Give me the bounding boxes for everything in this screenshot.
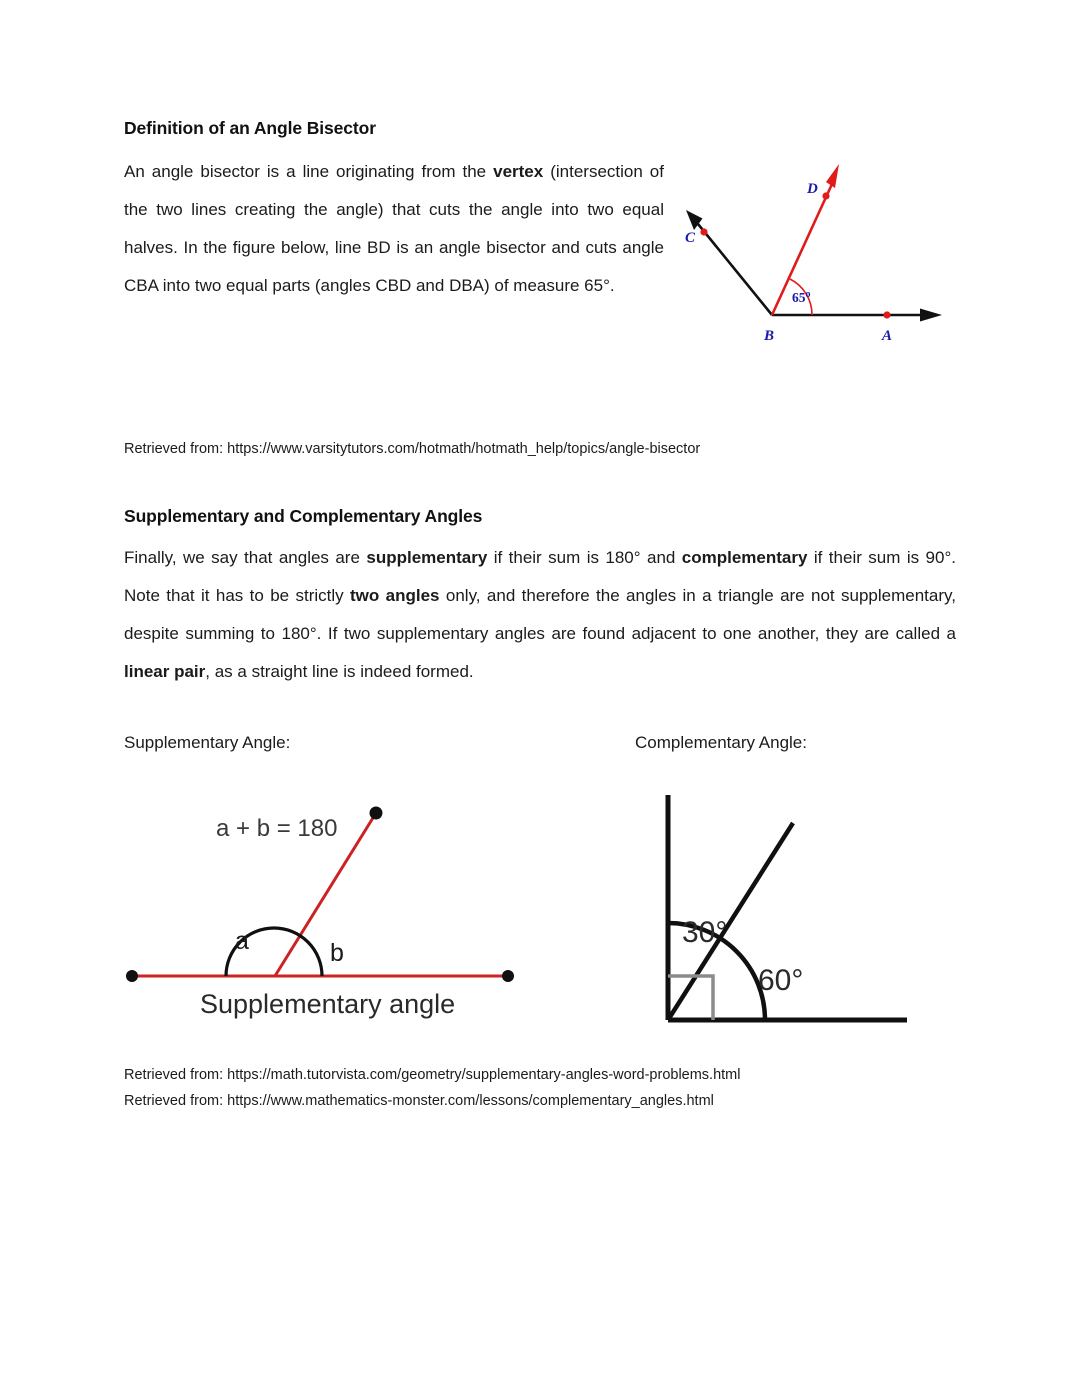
endpoint-dot-left bbox=[126, 970, 138, 982]
supplementary-complementary-paragraph bbox=[124, 539, 956, 691]
plain-text: if their sum is 180° and bbox=[487, 548, 682, 567]
plain-text: An angle bisector is a line originating from the bbox=[124, 162, 494, 181]
endpoint-dot-right bbox=[502, 970, 514, 982]
label-B: B bbox=[764, 328, 775, 344]
plain-text: , as a straight line is indeed formed. bbox=[205, 662, 474, 681]
emphasis-text: linear pair bbox=[124, 662, 206, 681]
emphasis-text: supplementary bbox=[366, 548, 488, 567]
figure-captions-row bbox=[124, 733, 984, 759]
plain-text: if their sum is 90°. Note that it has to be strictly bbox=[124, 548, 956, 605]
ray-BA bbox=[772, 309, 942, 322]
section-heading-supplementary: Supplementary and Complementary Angles bbox=[124, 506, 483, 526]
label-angle-65: 65$^o$ bbox=[792, 289, 811, 305]
supplementary-equation: a + b = 180 bbox=[216, 815, 338, 842]
angle-label-60: 60° bbox=[758, 964, 804, 997]
section-angle-bisector bbox=[124, 118, 956, 344]
citation-complementary: Retrieved from: https://www.mathematics-monster.com/lessons/complementary_angles.html bbox=[124, 1093, 714, 1109]
plain-text: (intersection of the two lines creating the angle) that cuts the angle into two equal halves. In the figure below, line BD is an angle bisector and cuts angle CBA into two equal parts (angles CBD and DBA) of measure 65°. bbox=[124, 162, 664, 295]
plain-text: Finally, we say that angles are bbox=[124, 548, 367, 567]
label-supplementary-angle: Supplementary Angle: bbox=[124, 733, 291, 752]
section-supplementary-complementary bbox=[124, 506, 956, 691]
citation-angle-bisector: Retrieved from: https://www.varsitytutors.com/hotmath/hotmath_help/topics/angle-bisector bbox=[124, 441, 701, 457]
citation-supplementary: Retrieved from: https://math.tutorvista.com/geometry/supplementary-angles-word-problems.html bbox=[124, 1067, 741, 1083]
ray-BC bbox=[686, 210, 772, 315]
label-complementary-angle: Complementary Angle: bbox=[635, 733, 807, 752]
complementary-angle-figure bbox=[645, 780, 945, 1035]
emphasis-text: complementary bbox=[681, 548, 808, 567]
angle-label-a: a bbox=[235, 927, 249, 955]
emphasis-text: two angles bbox=[350, 586, 440, 605]
page-title: Definition of an Angle Bisector bbox=[124, 118, 376, 138]
angle-bisector-figure bbox=[680, 150, 970, 365]
angle-label-b: b bbox=[330, 939, 344, 967]
supplementary-caption: Supplementary angle bbox=[200, 989, 456, 1019]
citations-block bbox=[124, 1062, 984, 1114]
label-D: D bbox=[807, 181, 818, 197]
angle-label-30: 30° bbox=[682, 916, 728, 949]
endpoint-dot-ray bbox=[370, 807, 383, 820]
emphasis-text: vertex bbox=[493, 162, 544, 181]
angle-bisector-paragraph bbox=[124, 153, 664, 305]
label-C: C bbox=[685, 230, 696, 246]
angle-bisector-text-column bbox=[124, 118, 664, 305]
label-A: A bbox=[882, 328, 893, 344]
plain-text: only, and therefore the angles in a triangle are not supplementary, despite summing to 180°. If two supplementary angles are found adjacent to one another, they are called a bbox=[124, 586, 956, 643]
supplementary-angle-figure bbox=[118, 786, 548, 1026]
